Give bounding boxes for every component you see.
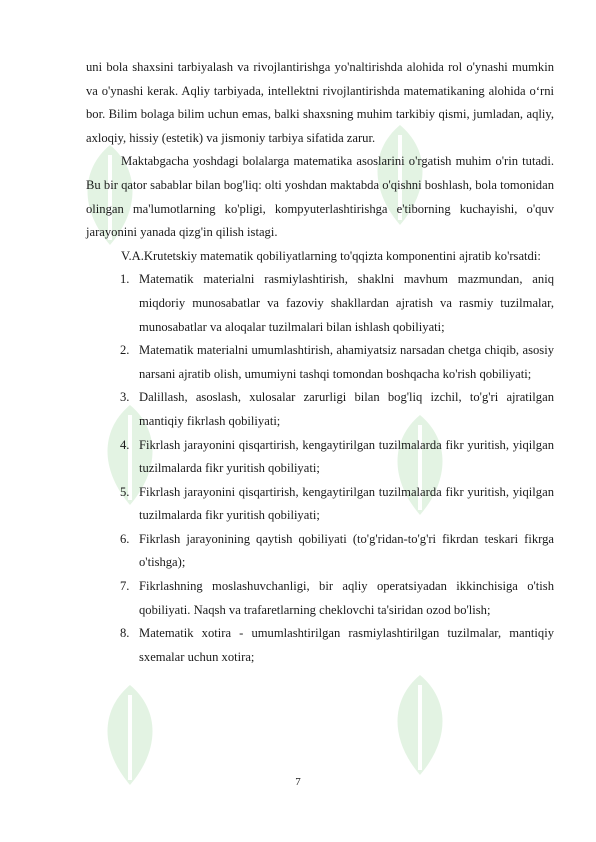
list-item-text: Fikrlash jarayonini qisqartirish, kengaytirilgan tuzilmalarda fikr yuritish, yiqilgan tuzilmalarda fikr yuritish qobiliyati; [139,437,554,476]
list-item-number: 2. [120,343,130,358]
list-item [86,622,554,669]
list-item-text: Fikrlash jarayonining qaytish qobiliyati (to'g'ridan-to'g'ri fikrdan teskari fikrga o'tishga); [139,531,554,570]
list-item-number: 3. [120,390,130,405]
list-item-number: 4. [120,437,130,452]
list-item-number: 6. [120,531,130,546]
paragraph-3: V.A.Krutetskiy matematik qobiliyatlarning to'qqizta komponentini ajratib ko'rsatdi: [121,248,541,263]
components-list [86,268,554,669]
list-item [86,339,554,386]
list-item-text: Matematik xotira - umumlashtirilgan rasmiylashtirilgan tuzilmalar, mantiqiy sxemalar uchun xotira; [139,626,554,664]
leaf-logo-watermark [90,680,170,790]
list-item [86,575,554,622]
list-item [86,528,554,575]
list-item [86,434,554,481]
list-item-text: Matematik materialni rasmiylashtirish, shaklni mavhum mazmundan, aniq miqdoriy munosabatlar va fazoviy shakllardan ajratish va rasmiy tuzilmalar, munosabatlar va aloqalar tuzilmalari bilan ishlash qobiliyati; [139,272,554,334]
list-item-text: Fikrlashning moslashuvchanligi, bir aqliy operatsiyadan ikkinchisiga o'tish qobiliyati. Naqsh va trafaretlarning cheklovchi ta'siridan ozod bo'lish; [139,579,554,617]
list-item-number: 5. [120,484,130,499]
list-item-text: Dalillash, asoslash, xulosalar zarurligi bilan bog'liq izchil, to'g'ri ajratilgan mantiqiy fikrlash qobiliyati; [139,390,554,428]
list-item [86,268,554,339]
paragraph-2: Maktabgacha yoshdagi bolalarga matematika asoslarini o'rgatish muhim o'rin tutadi. Bu bir qator sabablar bilan bog'liq: olti yoshdan maktabda o'qishni boshlash, bola tomonidan olingan ma'lumotlarning ko'pligi, kompyuterlashtirishga e'tiborning kuchayishi, o'quv jarayonini yanada qizg'in qilish istagi. [86,154,554,240]
list-item-number: 8. [120,626,130,641]
list-item-number: 7. [120,579,130,594]
document-body [86,56,554,669]
list-item [86,481,554,528]
list-item-text: Fikrlash jarayonini qisqartirish, kengaytirilgan tuzilmalarda fikr yuritish, yiqilgan tuzilmalarda fikr yuritish qobiliyati; [139,484,554,523]
leaf-logo-watermark [380,670,460,780]
list-item-number: 1. [120,272,130,287]
list-item [86,386,554,433]
paragraph-1: uni bola shaxsini tarbiyalash va rivojlantirishga yo'naltirishda alohida rol o'ynashi mumkin va o'ynashi kerak. Aqliy tarbiyada, intellektni rivojlantirishda matematikaning alohida o‘rni bor. Bilim bolaga bilim uchun emas, balki shaxsning muhim tarkibiy qismi, jumladan, aqliy, axloqiy, hissiy (estetik) va jismoniy tarbiya sifatida zarur. [86,60,554,145]
list-item-text: Matematik materialni umumlashtirish, ahamiyatsiz narsadan chetga chiqib, asosiy narsani ajratib olish, umumiyni tashqi tomondan boshqacha ko'rish qobiliyati; [139,343,554,381]
page-number: 7 [295,776,301,788]
